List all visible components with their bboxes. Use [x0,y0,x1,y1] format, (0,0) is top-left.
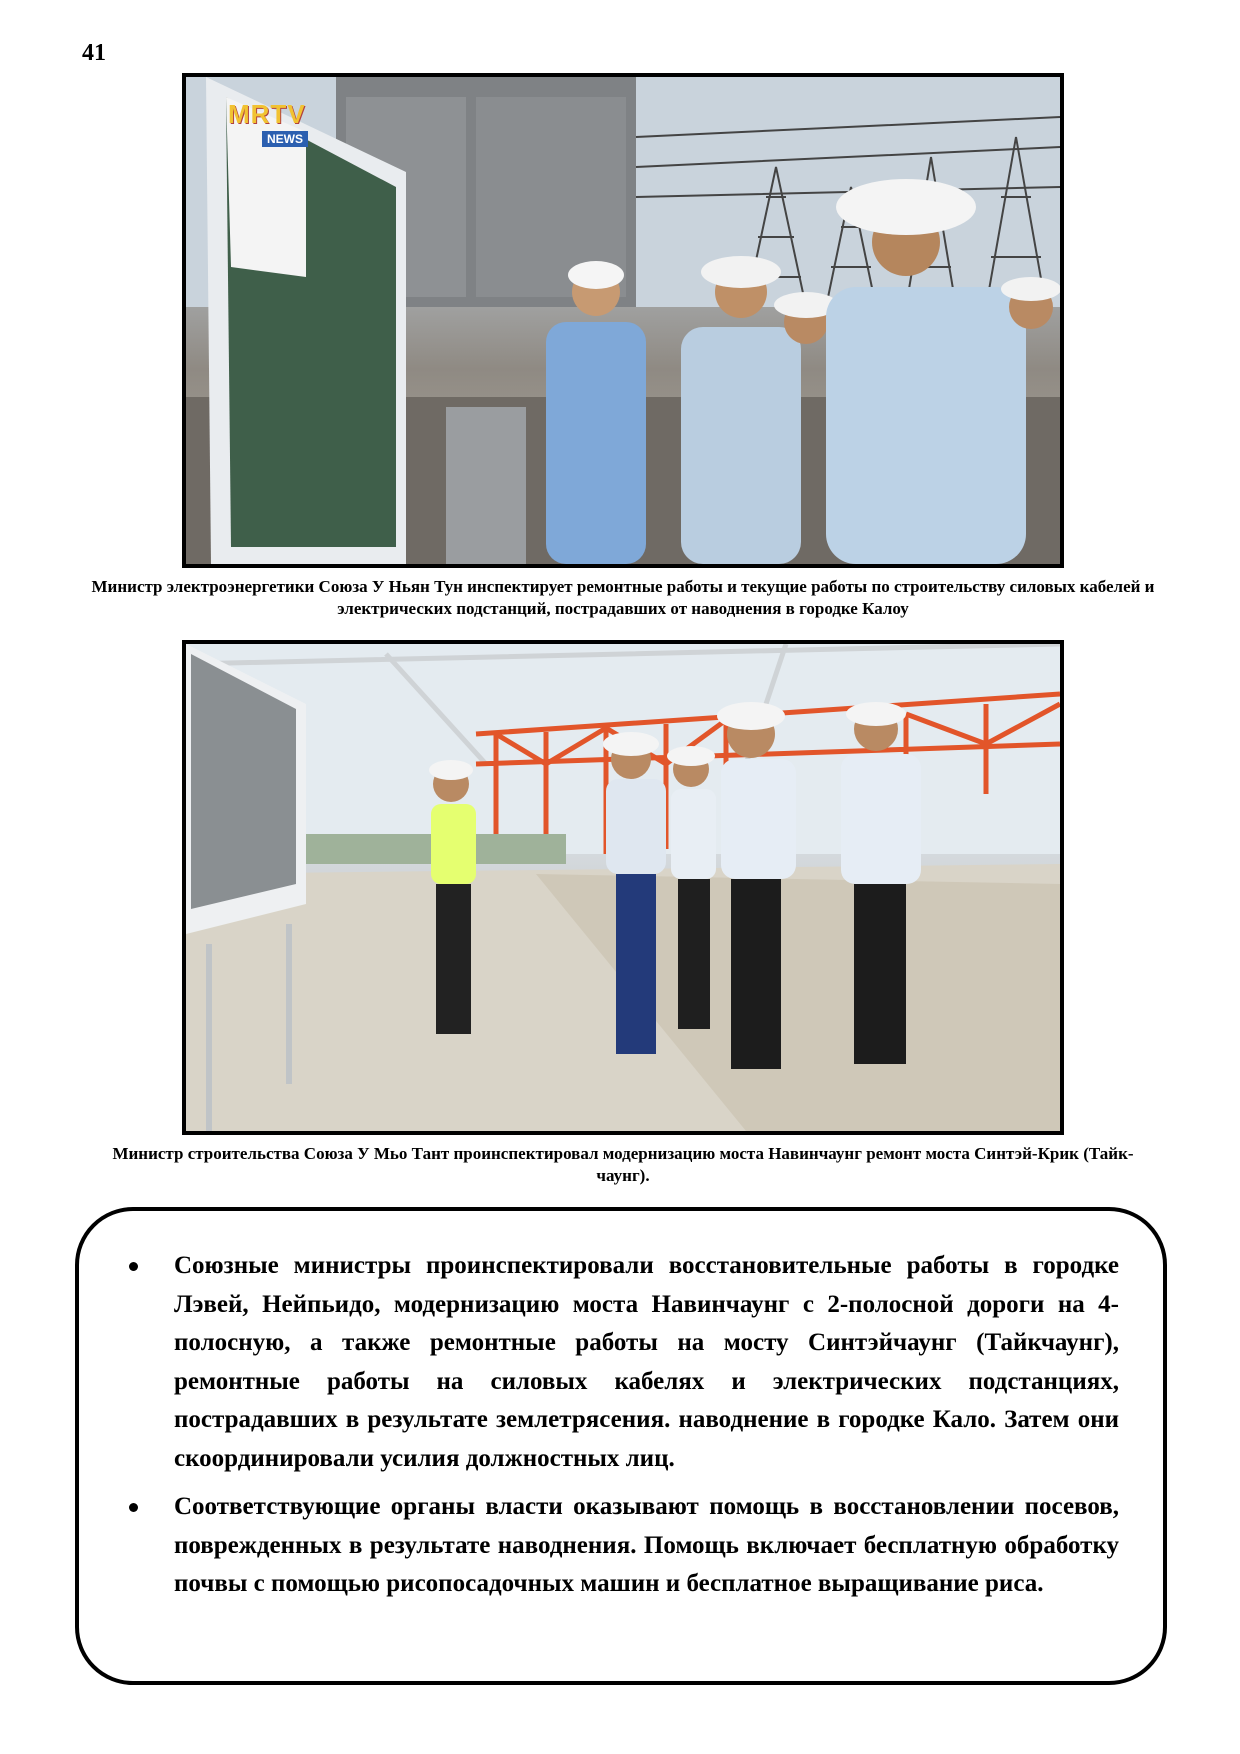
summary-box [75,1207,1167,1685]
list-item [123,1488,1119,1604]
logo-mrtv-text: MRTV [228,99,306,129]
bullet-dot-icon [129,1503,138,1512]
page-number: 41 [82,40,106,66]
photo-2-caption: Министр строительства Союза У Мьо Тант проинспектировал модернизацию моста Навинчаунг ремонт моста Синтэй-Крик (Тайк-чаунг). [112,1144,1134,1185]
bullet-text: Союзные министры проинспектировали восстановительные работы в городке Лэвей, Нейпьидо, модернизацию моста Навинчаунг с 2-полосной дороги на 4-полосную, а также ремонтные работы на мосту Синтэйчаунг (Тайкчаунг), ремонтные работы на силовых кабелях и электрических подстанциях, пострадавших в результате землетрясения. наводнение в городке Кало. Затем они скоординировали усилия должностных лиц. [174,1252,1119,1472]
bullet-text: Соответствующие органы власти оказывают помощь в восстановлении посевов, поврежденных в результате наводнения. Помощь включает бесплатную обработку почвы с помощью рисопосадочных машин и бесплатное выращивание риса. [174,1493,1119,1597]
photo-bridge-scene [186,644,1060,1131]
summary-bullet-list [123,1247,1119,1604]
list-item [123,1247,1119,1478]
photo-substation-inspection [182,73,1064,568]
bullet-dot-icon [129,1262,138,1271]
logo-news-text: NEWS [262,131,308,147]
photo-substation-scene [186,77,1060,564]
photo-bridge-inspection [182,640,1064,1135]
photo-1-caption: Министр электроэнергетики Союза У Ньян Тун инспектирует ремонтные работы и текущие работы по строительству силовых кабелей и электрических подстанций, пострадавших от наводнения в городке Калоу [91,577,1155,618]
mrtv-news-logo [228,99,308,148]
